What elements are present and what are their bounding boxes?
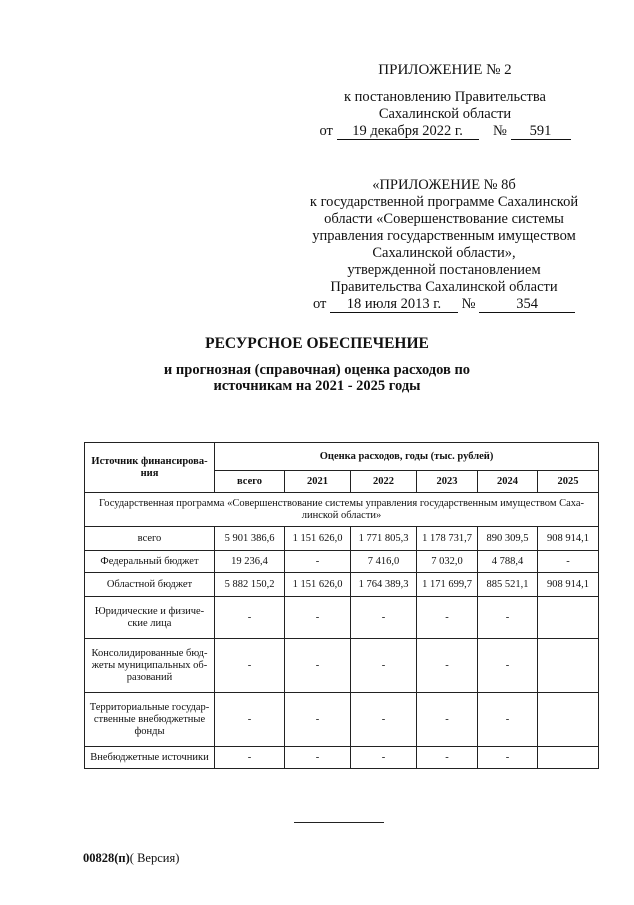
header-estimate: Оценка расходов, годы (тыс. рублей) (215, 443, 599, 471)
row-value (538, 597, 599, 639)
appendix2-date-line (296, 296, 592, 313)
row-value: - (417, 747, 478, 769)
row-value: - (351, 693, 417, 747)
row-value: - (351, 747, 417, 769)
row-value: - (351, 639, 417, 693)
row-value: - (285, 747, 351, 769)
row-value: 1 771 805,3 (351, 527, 417, 551)
document-version: ( Версия) (129, 851, 180, 865)
row-value: - (478, 639, 538, 693)
col-2024: 2024 (478, 471, 538, 493)
appendix2-line-5: Сахалинской области», (372, 245, 516, 261)
row-value: 1 171 699,7 (417, 573, 478, 597)
col-2021: 2021 (285, 471, 351, 493)
row-value: 908 914,1 (538, 527, 599, 551)
row-value: - (285, 639, 351, 693)
table-row (85, 573, 599, 597)
row-label: Внебюджетные источники (85, 747, 215, 769)
row-value: 7 416,0 (351, 551, 417, 573)
row-value: - (215, 639, 285, 693)
row-value: 908 914,1 (538, 573, 599, 597)
col-total: всего (215, 471, 285, 493)
row-value: - (285, 693, 351, 747)
row-value: - (285, 551, 351, 573)
row-label: Территориальные государ- ственные внебюджетные фонды (85, 693, 215, 747)
decree-number: 591 (511, 123, 571, 140)
row-value: - (285, 597, 351, 639)
number-label-2: № (461, 296, 476, 312)
row-value: - (417, 693, 478, 747)
row-value: - (215, 747, 285, 769)
row-value: 885 521,1 (478, 573, 538, 597)
row-value (538, 747, 599, 769)
appendix-8b-header (296, 177, 592, 313)
from-label-2: от (312, 296, 327, 312)
title-sub-1: и прогнозная (справочная) оценка расходов по (163, 362, 471, 378)
decree-date: 19 декабря 2022 г. (337, 123, 479, 140)
header-source: Источник финансирова- ния (85, 443, 215, 493)
row-label: Федеральный бюджет (85, 551, 215, 573)
table-row (85, 527, 599, 551)
appendix-line-1: к постановлению Правительства (344, 89, 546, 105)
appendix-title: ПРИЛОЖЕНИЕ № 2 (378, 62, 512, 78)
table-row (85, 551, 599, 573)
row-value: - (417, 639, 478, 693)
row-value: 4 788,4 (478, 551, 538, 573)
col-2022: 2022 (351, 471, 417, 493)
row-value: - (538, 551, 599, 573)
row-label: Областной бюджет (85, 573, 215, 597)
row-label: Консолидированные бюд- жеты муниципальных об- разований (85, 639, 215, 693)
row-label: всего (85, 527, 215, 551)
appendix-date-line (300, 123, 590, 140)
col-2025: 2025 (538, 471, 599, 493)
appendix2-line-6: утвержденной постановлением (347, 262, 541, 278)
table-row (85, 693, 599, 747)
table-row (85, 597, 599, 639)
appendix2-line-7: Правительства Сахалинской области (330, 279, 558, 295)
table-row (85, 747, 599, 769)
from-label: от (319, 123, 333, 139)
row-value: - (478, 747, 538, 769)
number-label: № (493, 123, 507, 139)
row-value: - (417, 597, 478, 639)
appendix2-line-3: области «Совершенствование системы (324, 211, 564, 227)
row-value: - (215, 693, 285, 747)
row-value: - (215, 597, 285, 639)
appendix2-line-2: к государственной программе Сахалинской (309, 194, 579, 210)
row-value: 19 236,4 (215, 551, 285, 573)
row-value: 5 901 386,6 (215, 527, 285, 551)
row-value: 1 151 626,0 (285, 573, 351, 597)
title-main: РЕСУРСНОЕ ОБЕСПЕЧЕНИЕ (205, 335, 429, 352)
row-value: 1 178 731,7 (417, 527, 478, 551)
footer-code (83, 851, 179, 866)
appendix2-line-1: «ПРИЛОЖЕНИЕ № 8б (372, 177, 516, 193)
row-value: 7 032,0 (417, 551, 478, 573)
row-value: 5 882 150,2 (215, 573, 285, 597)
table-row (85, 639, 599, 693)
row-value: - (351, 597, 417, 639)
document-code: 00828(п) (83, 851, 130, 865)
program-number: 354 (479, 296, 575, 313)
row-value: - (478, 693, 538, 747)
row-label: Юридические и физиче- ские лица (85, 597, 215, 639)
resource-table (84, 442, 599, 769)
row-value: 890 309,5 (478, 527, 538, 551)
row-value: 1 151 626,0 (285, 527, 351, 551)
row-value: - (478, 597, 538, 639)
row-value (538, 639, 599, 693)
program-row: Государственная программа «Совершенствование системы управления государственным имуществом Саха- линской области» (85, 493, 599, 527)
row-value: 1 764 389,3 (351, 573, 417, 597)
appendix-line-2: Сахалинской области (378, 106, 512, 122)
col-2023: 2023 (417, 471, 478, 493)
footer-divider (294, 822, 384, 823)
appendix2-line-4: управления государственным имуществом (312, 228, 576, 244)
appendix-header (300, 62, 590, 140)
title-sub-2: источникам на 2021 - 2025 годы (213, 378, 421, 394)
row-value (538, 693, 599, 747)
program-date: 18 июля 2013 г. (330, 296, 458, 313)
